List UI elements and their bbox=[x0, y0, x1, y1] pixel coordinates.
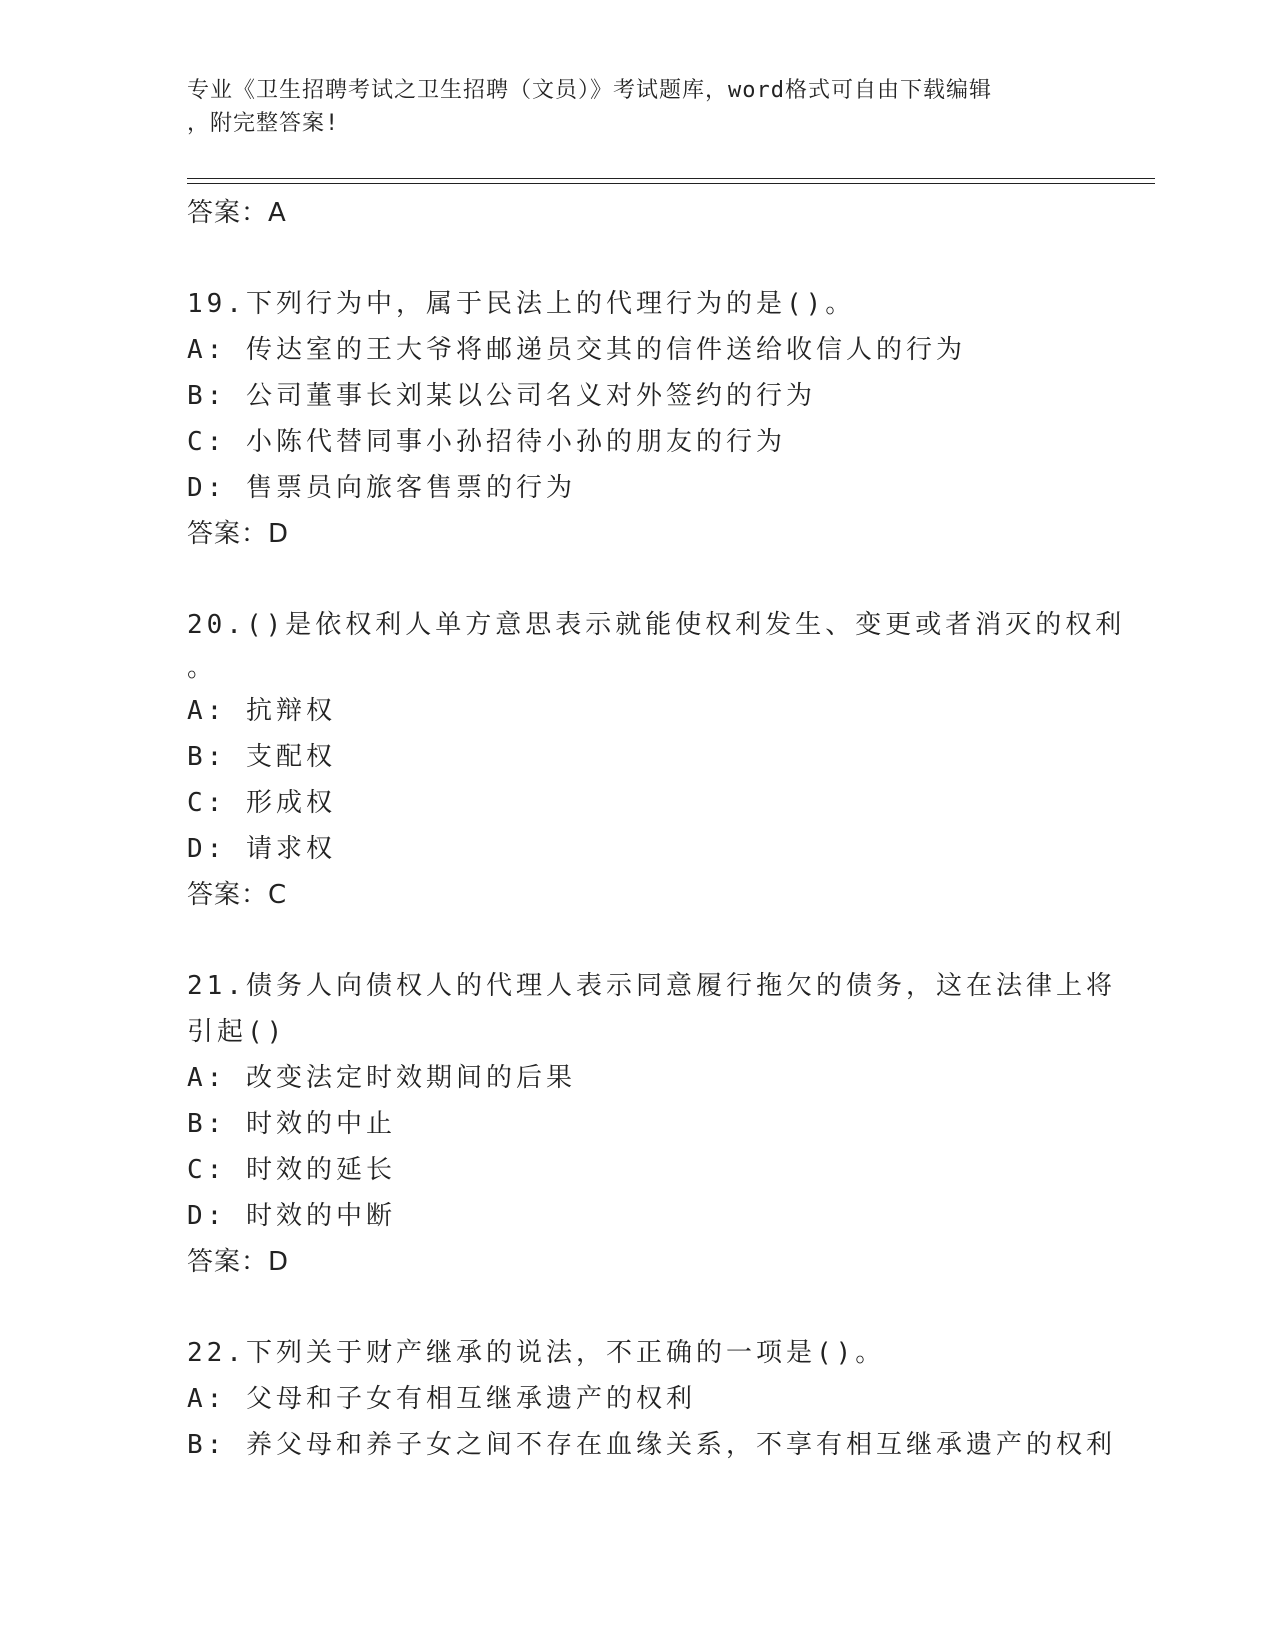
question-20-option-b: B: 支配权 bbox=[187, 742, 336, 772]
question-20-option-a: A: 抗辩权 bbox=[187, 696, 336, 726]
previous-answer: 答案：A bbox=[187, 198, 287, 228]
question-20-option-d: D: 请求权 bbox=[187, 834, 336, 864]
question-list bbox=[187, 190, 1126, 1468]
question-19-text: 19.下列行为中，属于民法上的代理行为的是()。 bbox=[187, 289, 856, 319]
question-21-answer: 答案：D bbox=[187, 1247, 290, 1277]
question-19-option-b: B: 公司董事长刘某以公司名义对外签约的行为 bbox=[187, 381, 816, 411]
question-21-option-a: A: 改变法定时效期间的后果 bbox=[187, 1063, 576, 1093]
question-22 bbox=[187, 1330, 1116, 1468]
question-20 bbox=[187, 602, 1126, 918]
question-20-text-cont: 。 bbox=[187, 653, 218, 683]
header-line-2: ，附完整答案! bbox=[187, 111, 340, 136]
question-21-option-b: B: 时效的中止 bbox=[187, 1109, 396, 1139]
question-19-option-d: D: 售票员向旅客售票的行为 bbox=[187, 473, 576, 503]
question-22-text: 22.下列关于财产继承的说法，不正确的一项是()。 bbox=[187, 1338, 886, 1368]
question-20-answer: 答案：C bbox=[187, 880, 288, 910]
question-21-option-c: C: 时效的延长 bbox=[187, 1155, 396, 1185]
question-20-option-c: C: 形成权 bbox=[187, 788, 336, 818]
question-21-option-d: D: 时效的中断 bbox=[187, 1201, 396, 1231]
question-19-option-a: A: 传达室的王大爷将邮递员交其的信件送给收信人的行为 bbox=[187, 335, 966, 365]
question-19-option-c: C: 小陈代替同事小孙招待小孙的朋友的行为 bbox=[187, 427, 786, 457]
question-21-text-cont: 引起() bbox=[187, 1017, 287, 1047]
question-22-option-a: A: 父母和子女有相互继承遗产的权利 bbox=[187, 1384, 696, 1414]
question-21 bbox=[187, 963, 1116, 1285]
header-line-1: 专业《卫生招聘考试之卫生招聘（文员）》考试题库，word格式可自由下载编辑 bbox=[187, 78, 992, 103]
question-21-text: 21.债务人向债权人的代理人表示同意履行拖欠的债务，这在法律上将 bbox=[187, 971, 1116, 1001]
question-20-text: 20.()是依权利人单方意思表示就能使权利发生、变更或者消灭的权利 bbox=[187, 610, 1126, 640]
header-divider-bottom bbox=[187, 183, 1155, 184]
question-22-option-b: B: 养父母和养子女之间不存在血缘关系，不享有相互继承遗产的权利 bbox=[187, 1430, 1116, 1460]
document-header bbox=[187, 74, 1067, 140]
question-19-answer: 答案：D bbox=[187, 519, 290, 549]
question-19 bbox=[187, 281, 1087, 557]
header-divider-top bbox=[187, 178, 1155, 179]
